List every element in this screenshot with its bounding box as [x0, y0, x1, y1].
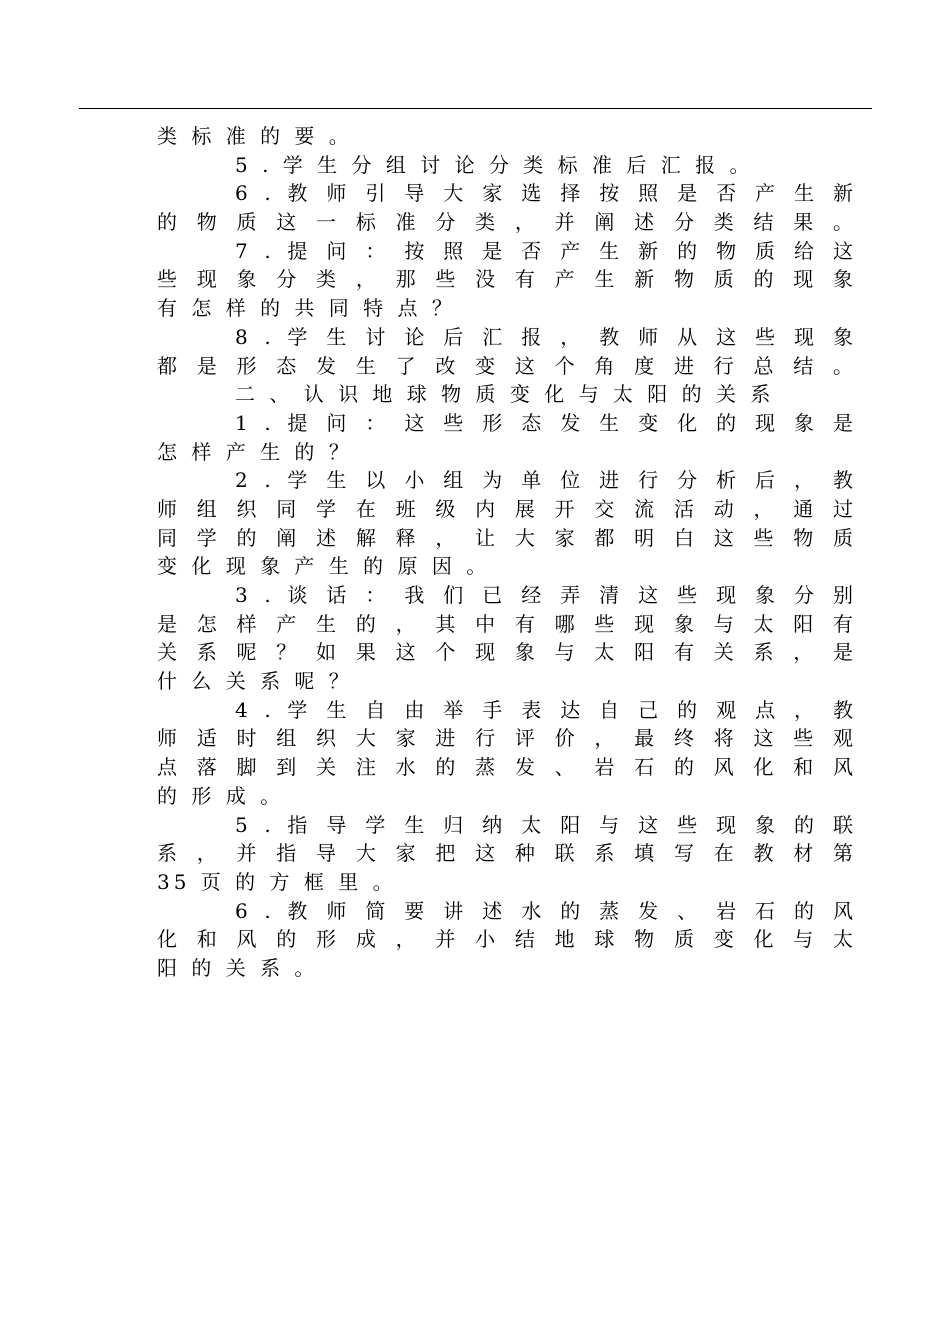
- text-line: 关 系 呢 ？ 如 果 这 个 现 象 与 太 阳 有 关 系 ， 是: [157, 640, 857, 665]
- section-heading: 二 、 认 识 地 球 物 质 变 化 与 太 阳 的 关 系: [235, 382, 775, 407]
- text-line: 1 . 提 问 ： 这 些 形 态 发 生 变 化 的 现 象 是: [235, 410, 857, 435]
- text-line: 5 . 学 生 分 组 讨 论 分 类 标 准 后 汇 报 。: [235, 152, 754, 177]
- text-line: 7 . 提 问 ： 按 照 是 否 产 生 新 的 物 质 给 这: [235, 238, 857, 263]
- text-line: 4 . 学 生 自 由 举 手 表 达 自 己 的 观 点 ， 教: [235, 697, 857, 722]
- text-line: 变 化 现 象 产 生 的 原 因 。: [157, 554, 491, 579]
- text-line: 点 落 脚 到 关 注 水 的 蒸 发 、 岩 石 的 风 化 和 风: [157, 755, 857, 780]
- text-line: 阳 的 关 系 。: [157, 955, 319, 980]
- text-line: 类 标 准 的 要 。: [157, 124, 353, 148]
- text-line: 的 物 质 这 一 标 准 分 类 ， 并 阐 述 分 类 结 果 。: [157, 210, 857, 235]
- text-line: 6 . 教 师 简 要 讲 述 水 的 蒸 发 、 岩 石 的 风: [235, 898, 857, 923]
- text-line: 怎 样 产 生 的 ？: [157, 439, 353, 464]
- text-line: 是 怎 样 产 生 的 ， 其 中 有 哪 些 现 象 与 太 阳 有: [157, 611, 857, 636]
- text-line: 化 和 风 的 形 成 ， 并 小 结 地 球 物 质 变 化 与 太: [157, 927, 857, 952]
- text-line: 什 么 关 系 呢 ？: [157, 669, 353, 694]
- header-rule: [79, 108, 872, 109]
- text-line: 有 怎 样 的 共 同 特 点 ？: [157, 296, 456, 321]
- text-line: 3 . 谈 话 ： 我 们 已 经 弄 清 这 些 现 象 分 别: [235, 583, 857, 607]
- text-line: 2 . 学 生 以 小 组 为 单 位 进 行 分 析 后 ， 教: [235, 468, 857, 493]
- text-line: 系 ， 并 指 导 大 家 把 这 种 联 系 填 写 在 教 材 第: [157, 841, 857, 866]
- text-line: 师 适 时 组 织 大 家 进 行 评 价 ， 最 终 将 这 些 观: [157, 726, 857, 751]
- text-line: 的 形 成 。: [157, 783, 285, 808]
- text-line: 些 现 象 分 类 ， 那 些 没 有 产 生 新 物 质 的 现 象: [157, 267, 857, 292]
- text-line: 6 . 教 师 引 导 大 家 选 择 按 照 是 否 产 生 新: [235, 181, 857, 206]
- text-line: 5 . 指 导 学 生 归 纳 太 阳 与 这 些 现 象 的 联: [235, 812, 857, 837]
- text-line: 师 组 织 同 学 在 班 级 内 展 开 交 流 活 动 ， 通 过: [157, 496, 857, 521]
- text-line: 同 学 的 阐 述 解 释 ， 让 大 家 都 明 白 这 些 物 质: [157, 525, 857, 550]
- text-line: 8 . 学 生 讨 论 后 汇 报 ， 教 师 从 这 些 现 象: [235, 324, 857, 349]
- text-line: 35 页 的 方 框 里 。: [157, 869, 397, 894]
- text-line: 都 是 形 态 发 生 了 改 变 这 个 角 度 进 行 总 结 。: [157, 353, 857, 378]
- document-body: [157, 122, 857, 983]
